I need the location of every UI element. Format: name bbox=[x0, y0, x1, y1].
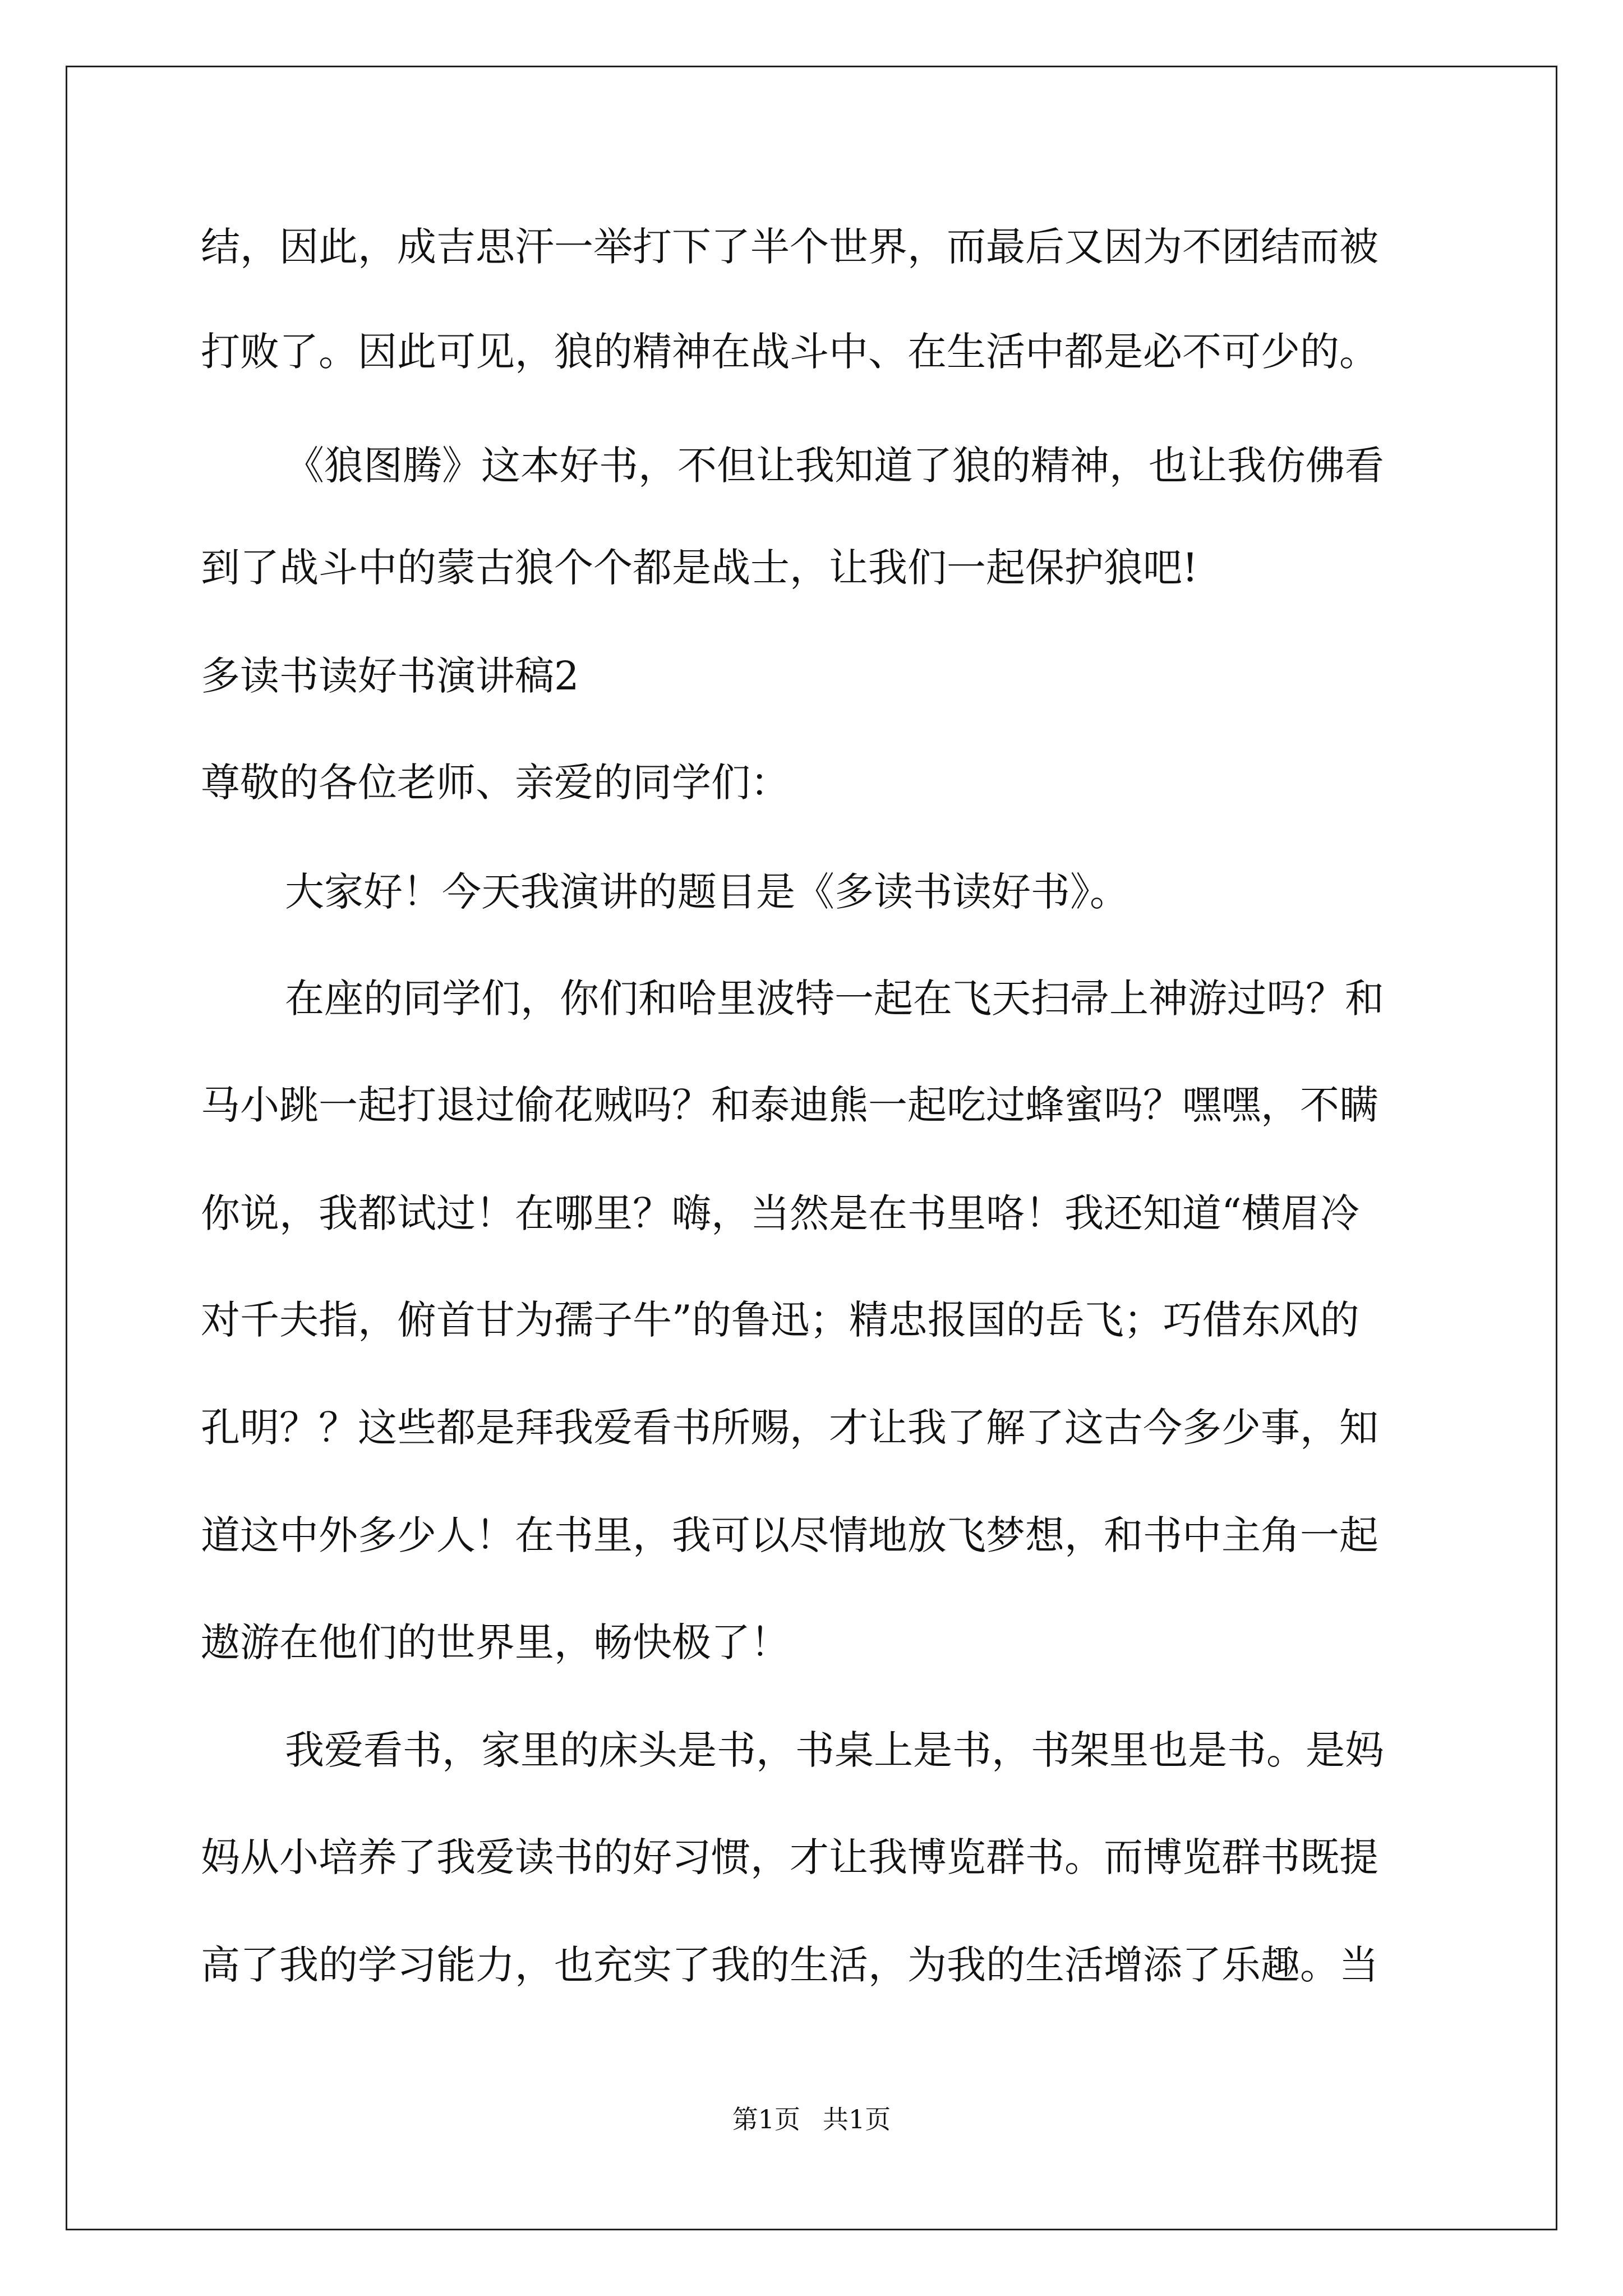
text-line: 高了我的学习能力，也充实了我的生活，为我的生活增添了乐趣。当 bbox=[201, 1942, 1378, 1988]
text-line: 我爱看书，家里的床头是书，书桌上是书，书架里也是书。是妈 bbox=[285, 1727, 1384, 1773]
page-total: 共1页 bbox=[823, 2104, 891, 2134]
text-line: 《狼图腾》这本好书，不但让我知道了狼的精神，也让我仿佛看 bbox=[285, 443, 1384, 489]
section-heading: 多读书读好书演讲稿2 bbox=[201, 653, 579, 699]
text-line: 马小跳一起打退过偷花贼吗？和泰迪熊一起吃过蜂蜜吗？嘿嘿，不瞒 bbox=[201, 1082, 1378, 1128]
text-line: 你说，我都试过！在哪里？嗨，当然是在书里咯！我还知道“横眉冷 bbox=[201, 1190, 1359, 1236]
text-line: 遨游在他们的世界里，畅快极了！ bbox=[201, 1619, 790, 1665]
text-line: 打败了。因此可见，狼的精神在战斗中、在生活中都是必不可少的。 bbox=[201, 329, 1378, 375]
text-line: 妈从小培养了我爱读书的好习惯，才让我博览群书。而博览群书既提 bbox=[201, 1834, 1378, 1880]
text-line: 孔明？？这些都是拜我爱看书所赐，才让我了解了这古今多少事，知 bbox=[201, 1405, 1378, 1451]
text-line: 在座的同学们，你们和哈里波特一起在飞天扫帚上神游过吗？和 bbox=[285, 976, 1384, 1022]
text-line: 大家好！今天我演讲的题目是《多读书读好书》。 bbox=[285, 869, 1129, 915]
page-border bbox=[66, 66, 1557, 2230]
text-line: 对千夫指，俯首甘为孺子牛”的鲁迅；精忠报国的岳飞；巧借东风的 bbox=[201, 1297, 1359, 1343]
page-footer bbox=[0, 2102, 1623, 2136]
text-line: 到了战斗中的蒙古狼个个都是战士，让我们一起保护狼吧! bbox=[201, 545, 1198, 591]
salutation: 尊敬的各位老师、亲爱的同学们： bbox=[201, 760, 790, 806]
page-number: 第1页 bbox=[732, 2104, 800, 2134]
text-line: 结，因此，成吉思汗一举打下了半个世界，而最后又因为不团结而被 bbox=[201, 224, 1378, 270]
text-line: 道这中外多少人！在书里，我可以尽情地放飞梦想，和书中主角一起 bbox=[201, 1512, 1378, 1558]
